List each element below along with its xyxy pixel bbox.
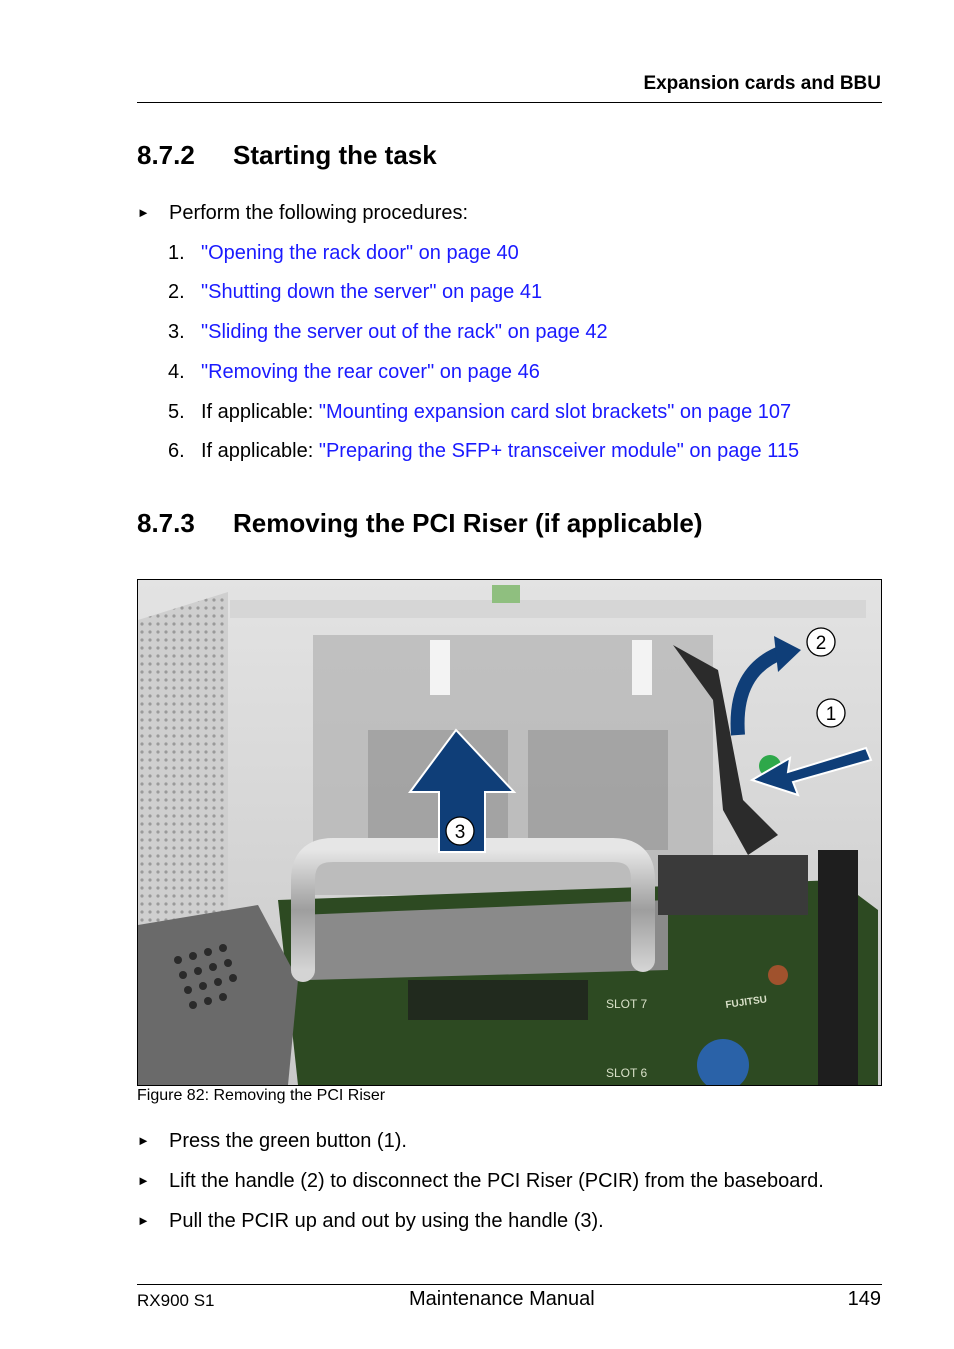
procedure-step: 3. "Sliding the server out of the rack" on page 42 <box>168 321 608 343</box>
step-link[interactable]: "Preparing the SFP+ transceiver module" on page 115 <box>318 440 800 462</box>
section-number: 8.7.3 <box>137 508 195 538</box>
procedure-step: 6. If applicable: "Preparing the SFP+ transceiver module" on page 115 <box>168 440 800 462</box>
header-rule <box>137 102 882 103</box>
callout-3 <box>446 817 474 845</box>
step-link[interactable]: "Opening the rack door" on page 40 <box>201 242 519 264</box>
section-title: Removing the PCI Riser (if applicable) <box>233 508 703 538</box>
section-title: Starting the task <box>233 140 437 170</box>
footer-model: RX900 S1 <box>137 1291 215 1310</box>
svg-text:2: 2 <box>815 633 827 654</box>
section-heading <box>137 508 703 539</box>
procedure-step: 5. If applicable: "Mounting expansion card slot brackets" on page 107 <box>168 401 792 423</box>
bullet-arrow-icon: ► <box>137 1173 150 1188</box>
procedure-step: 4. "Removing the rear cover" on page 46 <box>168 361 540 383</box>
callout-2 <box>807 628 835 656</box>
slot6-label: SLOT 6 <box>606 1066 648 1080</box>
lever-bracket <box>658 855 808 915</box>
bullet-arrow-icon: ► <box>137 1213 150 1228</box>
brand-label: FUJITSU <box>724 994 768 1011</box>
pci-riser-photo <box>138 580 881 1085</box>
page-number: 149 <box>847 1288 881 1310</box>
running-header: Expansion cards and BBU <box>643 73 881 94</box>
section-number: 8.7.2 <box>137 140 195 170</box>
footer-rule <box>137 1284 882 1285</box>
slot7-label: SLOT 7 <box>606 997 648 1011</box>
bullet-item: ► Perform the following procedures: <box>137 202 469 224</box>
step-link[interactable]: "Mounting expansion card slot brackets" on page 107 <box>318 401 792 423</box>
bullet-arrow-icon: ► <box>137 205 150 220</box>
procedure-step: 1. "Opening the rack door" on page 40 <box>168 242 519 264</box>
step-link[interactable]: "Shutting down the server" on page 41 <box>201 281 543 303</box>
callout-1 <box>817 699 845 727</box>
svg-text:3: 3 <box>454 822 466 843</box>
slot-connector <box>408 980 588 1020</box>
figure-caption: Figure 82: Removing the PCI Riser <box>137 1087 386 1104</box>
bullet-arrow-icon: ► <box>137 1133 150 1148</box>
procedure-step: 2. "Shutting down the server" on page 41 <box>168 281 543 303</box>
step-link[interactable]: "Sliding the server out of the rack" on page 42 <box>201 321 608 343</box>
svg-text:1: 1 <box>825 704 837 725</box>
step-link[interactable]: "Removing the rear cover" on page 46 <box>201 361 540 383</box>
status-tab <box>492 585 520 603</box>
bullet-item: ► Press the green button (1). <box>137 1130 407 1152</box>
bullet-item: ► Pull the PCIR up and out by using the handle (3). <box>137 1210 604 1232</box>
footer-manual: Maintenance Manual <box>409 1288 595 1310</box>
section-heading <box>137 140 437 171</box>
figure-pci-riser <box>137 579 882 1086</box>
bullet-item: ► Lift the handle (2) to disconnect the PCI Riser (PCIR) from the baseboard. <box>137 1170 824 1192</box>
